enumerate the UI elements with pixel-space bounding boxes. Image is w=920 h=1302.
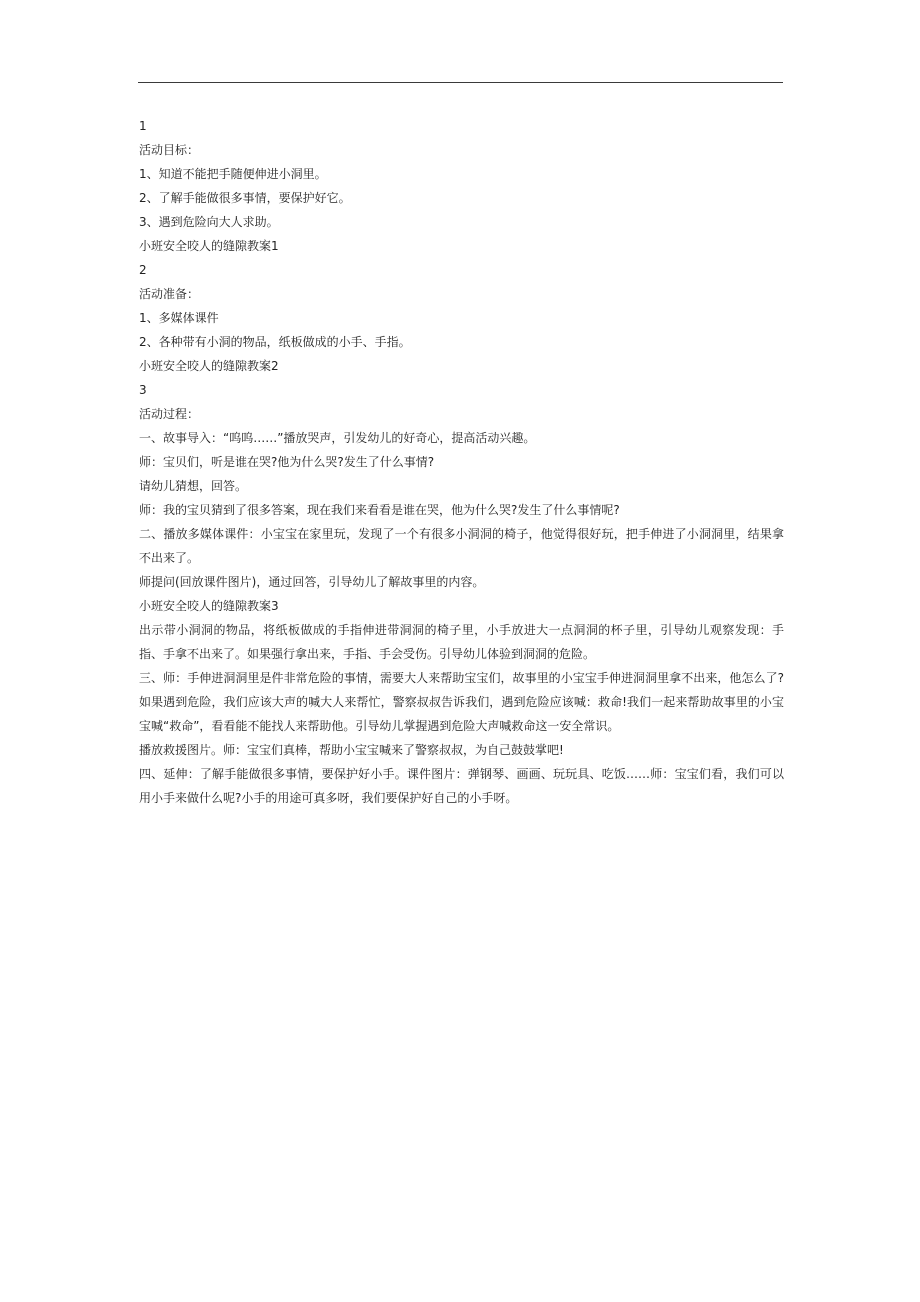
- body-paragraph: 出示带小洞洞的物品，将纸板做成的手指伸进带洞洞的椅子里，小手放进大一点洞洞的杯子里，引导幼儿观察发现：手指、手拿不出来了。如果强行拿出来，手指、手会受伤。引导幼儿体验到洞洞的危险。: [139, 623, 784, 661]
- section-title: 小班安全咬人的缝隙教案1: [139, 239, 279, 253]
- header-rule: [138, 82, 783, 83]
- body-paragraph: 师提问(回放课件图片)，通过回答，引导幼儿了解故事里的内容。: [139, 575, 485, 589]
- section-heading: 活动准备：: [139, 287, 200, 301]
- section-title: 小班安全咬人的缝隙教案2: [139, 359, 279, 373]
- section-title: 小班安全咬人的缝隙教案3: [139, 599, 279, 613]
- body-paragraph: 师：我的宝贝猜到了很多答案，现在我们来看看是谁在哭，他为什么哭?发生了什么事情呢?: [139, 503, 620, 517]
- body-paragraph: 师：宝贝们，听是谁在哭?他为什么哭?发生了什么事情?: [139, 455, 435, 469]
- body-paragraph: 二、播放多媒体课件：小宝宝在家里玩，发现了一个有很多小洞洞的椅子，他觉得很好玩，把手伸进了小洞洞里，结果拿不出来了。: [139, 527, 784, 565]
- body-paragraph: 请幼儿猜想，回答。: [139, 479, 248, 493]
- list-item: 1、多媒体课件: [139, 311, 219, 325]
- section-number: 1: [139, 119, 147, 133]
- list-item: 2、各种带有小洞的物品，纸板做成的小手、手指。: [139, 335, 411, 349]
- document-body: [139, 114, 784, 810]
- list-item: 1、知道不能把手随便伸进小洞里。: [139, 167, 327, 181]
- section-number: 3: [139, 383, 147, 397]
- body-paragraph: 播放救援图片。师：宝宝们真棒，帮助小宝宝喊来了警察叔叔，为自己鼓鼓掌吧!: [139, 743, 564, 757]
- section-heading: 活动目标：: [139, 143, 200, 157]
- list-item: 2、了解手能做很多事情，要保护好它。: [139, 191, 351, 205]
- list-item: 3、遇到危险向大人求助。: [139, 215, 279, 229]
- body-paragraph: 一、故事导入：“呜呜……”播放哭声，引发幼儿的好奇心，提高活动兴趣。: [139, 431, 536, 445]
- body-paragraph: 四、延伸：了解手能做很多事情，要保护好小手。课件图片：弹钢琴、画画、玩玩具、吃饭……师：宝宝们看，我们可以用小手来做什么呢?小手的用途可真多呀，我们要保护好自己的小手呀。: [139, 767, 784, 805]
- body-paragraph: 三、师：手伸进洞洞里是件非常危险的事情，需要大人来帮助宝宝们，故事里的小宝宝手伸进洞洞里拿不出来，他怎么了?如果遇到危险，我们应该大声的喊大人来帮忙，警察叔叔告诉我们，遇到危险应该喊：救命!我们一起来帮助故事里的小宝宝喊“救命”，看看能不能找人来帮助他。引导幼儿掌握遇到危险大声喊救命这一安全常识。: [139, 671, 784, 733]
- section-heading: 活动过程：: [139, 407, 200, 421]
- section-number: 2: [139, 263, 147, 277]
